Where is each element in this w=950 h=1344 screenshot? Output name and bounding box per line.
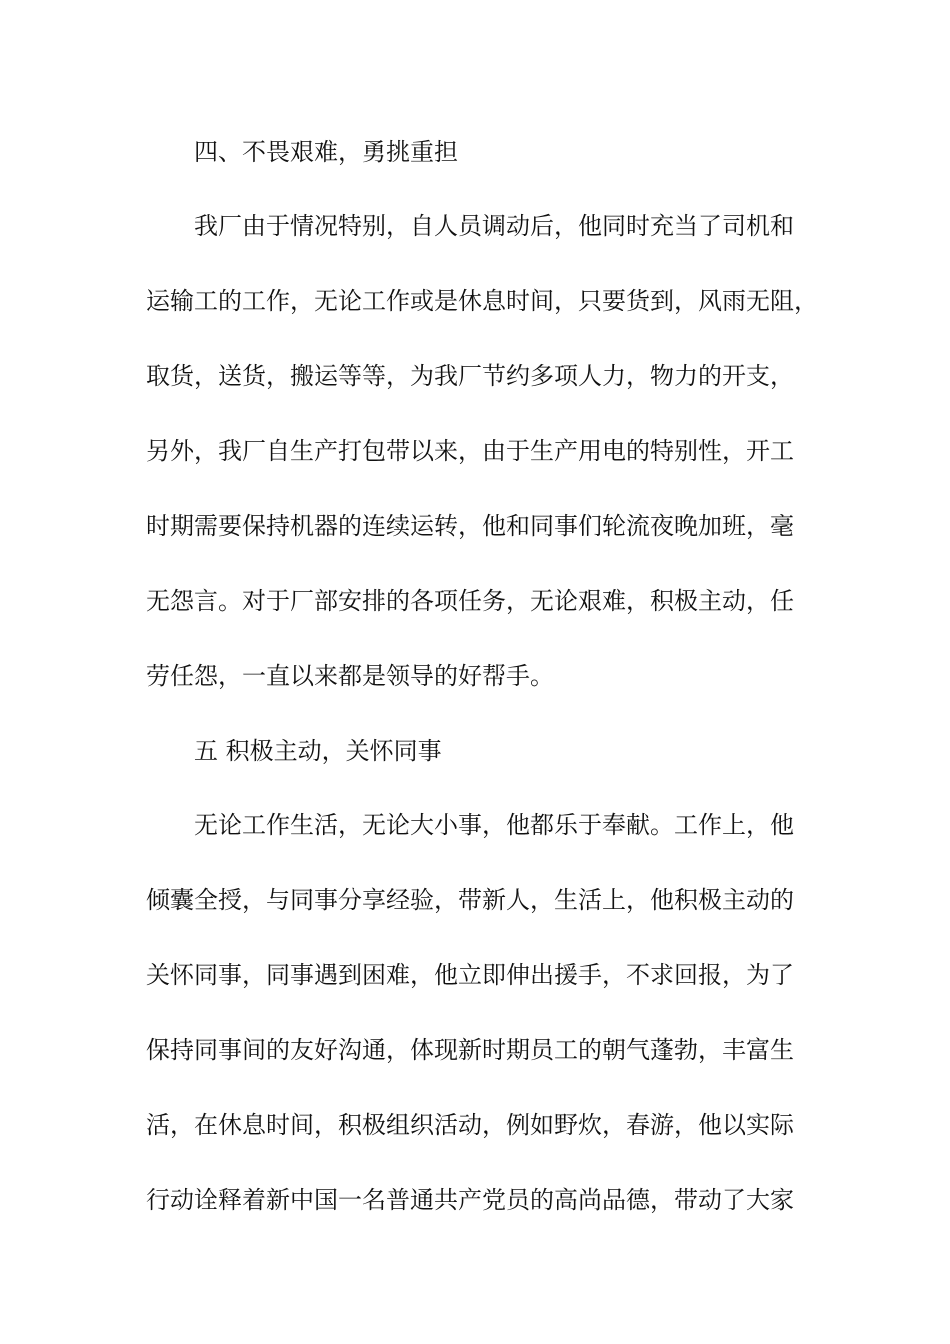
paragraph-line: 运输工的工作，无论工作或是休息时间，只要货到，风雨无阻， bbox=[146, 287, 818, 315]
paragraph-line: 另外，我厂自生产打包带以来，由于生产用电的特别性，开工 bbox=[146, 437, 794, 465]
paragraph-line: 取货，送货，搬运等等，为我厂节约多项人力，物力的开支， bbox=[146, 362, 794, 390]
paragraph-line: 行动诠释着新中国一名普通共产党员的高尚品德，带动了大家 bbox=[146, 1186, 794, 1214]
paragraph-line: 劳任怨，一直以来都是领导的好帮手。 bbox=[146, 662, 554, 690]
paragraph-line: 关怀同事，同事遇到困难，他立即伸出援手，不求回报，为了 bbox=[146, 961, 794, 989]
section-heading-5: 五 积极主动，关怀同事 bbox=[194, 737, 442, 765]
paragraph-line: 无怨言。对于厂部安排的各项任务，无论艰难，积极主动，任 bbox=[146, 587, 794, 615]
paragraph-line: 无论工作生活，无论大小事，他都乐于奉献。工作上，他 bbox=[194, 811, 794, 839]
paragraph-line: 我厂由于情况特别，自人员调动后，他同时充当了司机和 bbox=[194, 212, 794, 240]
paragraph-line: 时期需要保持机器的连续运转，他和同事们轮流夜晚加班，毫 bbox=[146, 512, 794, 540]
paragraph-line: 保持同事间的友好沟通，体现新时期员工的朝气蓬勃，丰富生 bbox=[146, 1036, 794, 1064]
paragraph-line: 倾囊全授，与同事分享经验，带新人，生活上，他积极主动的 bbox=[146, 886, 794, 914]
section-heading-4: 四、不畏艰难，勇挑重担 bbox=[194, 138, 458, 166]
paragraph-line: 活，在休息时间，积极组织活动，例如野炊，春游，他以实际 bbox=[146, 1111, 794, 1139]
